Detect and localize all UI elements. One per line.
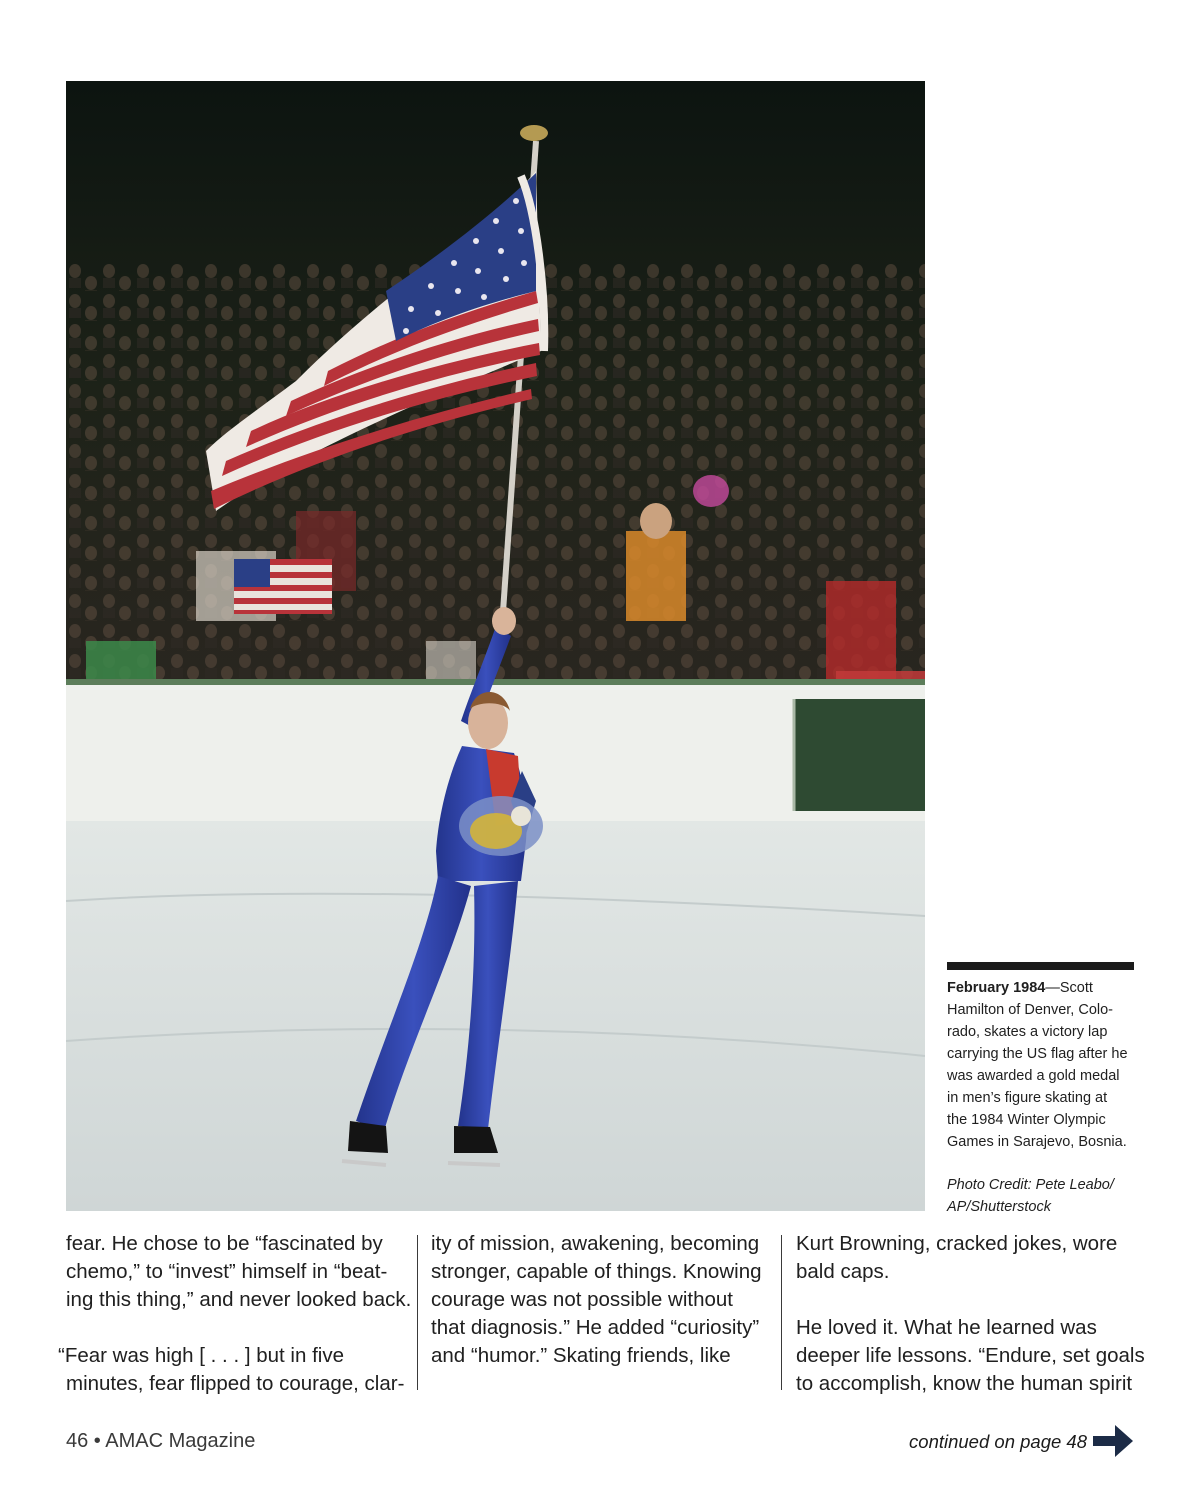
caption-date: February 1984 [947,980,1046,996]
caption-line: in men’s figure skating at [947,1090,1108,1106]
body-line: bald caps. [796,1260,890,1283]
text-column-3 [796,1230,1145,1398]
body-line: fear. He chose to be “fascinated by [66,1232,383,1255]
photo-credit-line: Photo Credit: Pete Leabo/ [947,1177,1114,1193]
photo-caption [947,977,1142,1218]
body-line: courage was not possible without [431,1288,733,1311]
body-line: Kurt Browning, cracked jokes, wore [796,1232,1118,1255]
body-line: ity of mission, awakening, becoming [431,1232,760,1255]
continued-link[interactable]: continued on page 48 [909,1431,1087,1452]
caption-line: Hamilton of Denver, Colo- [947,1002,1114,1018]
caption-line: the 1984 Winter Olympic [947,1112,1106,1128]
page-folio: 46 • AMAC Magazine [66,1430,256,1452]
caption-line: was awarded a gold medal [947,1068,1120,1084]
caption-line: Games in Sarajevo, Bosnia. [947,1134,1127,1150]
skater-flag-photo-illustration [66,81,925,1211]
body-line-quote: “Fear was high [ . . . ] but in five [58,1344,344,1367]
body-line: ing this thing,” and never looked back. [66,1288,412,1311]
body-line: and “humor.” Skating friends, like [431,1344,731,1367]
photo-credit-line: AP/Shutterstock [947,1199,1051,1215]
caption-line: carrying the US flag after he [947,1046,1128,1062]
body-line: to accomplish, know the human spirit [796,1372,1133,1395]
article-photo [66,81,925,1211]
body-line: that diagnosis.” He added “curiosity” [431,1316,760,1339]
caption-rule [947,962,1134,970]
body-line: deeper life lessons. “Endure, set goals [796,1344,1145,1367]
arrow-right-icon[interactable] [1093,1423,1135,1459]
body-line: He loved it. What he learned was [796,1316,1097,1339]
body-line: stronger, capable of things. Knowing [431,1260,762,1283]
caption-line-1-rest: —Scott [1045,980,1093,996]
caption-line: rado, skates a victory lap [947,1024,1108,1040]
body-line: minutes, fear flipped to courage, clar- [66,1372,405,1395]
text-column-1 [58,1230,412,1398]
text-column-2 [431,1230,771,1370]
column-divider [417,1235,418,1390]
column-divider [781,1235,782,1390]
caption-line-1 [947,977,1142,999]
photo-credit [947,1174,1142,1218]
body-line: chemo,” to “invest” himself in “beat- [66,1260,388,1283]
